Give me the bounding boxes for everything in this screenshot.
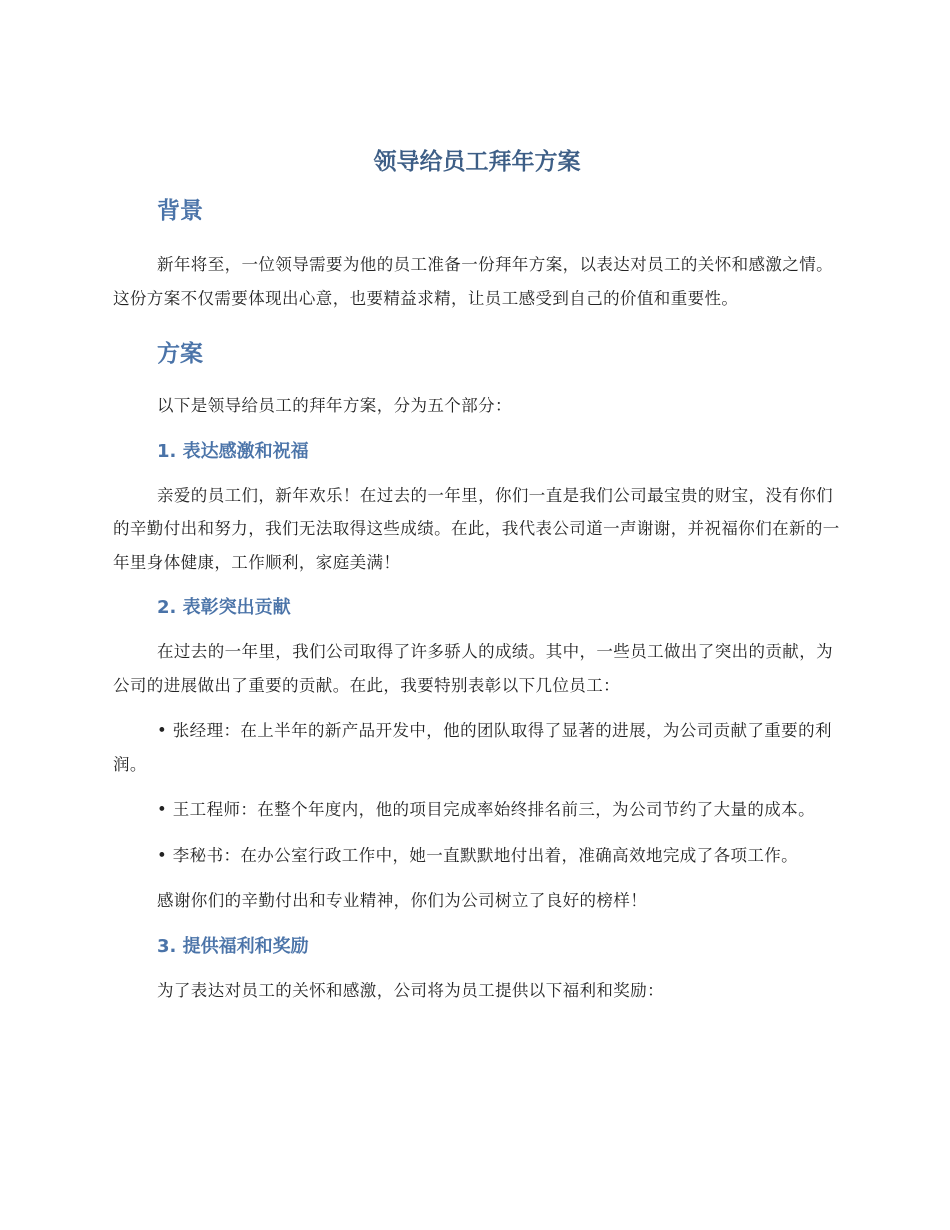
commendation-item-zhang: • 张经理：在上半年的新产品开发中，他的团队取得了显著的进展，为公司贡献了重要的利润。 xyxy=(113,721,832,774)
commendation-item-li: • 李秘书：在办公室行政工作中，她一直默默地付出着，准确高效地完成了各项工作。 xyxy=(157,845,799,865)
commendation-item-wang: • 王工程师：在整个年度内，他的项目完成率始终排名前三，为公司节约了大量的成本。 xyxy=(157,800,815,819)
document-title: 领导给员工拜年方案 xyxy=(373,149,581,175)
subheading-gratitude: 1. 表达感激和祝福 xyxy=(157,440,309,462)
benefits-paragraph: 为了表达对员工的关怀和感激，公司将为员工提供以下福利和奖励： xyxy=(157,980,664,1000)
document-page xyxy=(113,140,841,1007)
section-heading-background: 背景 xyxy=(157,198,203,224)
section-heading-plan: 方案 xyxy=(157,341,203,367)
commendation-paragraph: 在过去的一年里，我们公司取得了许多骄人的成绩。其中，一些员工做出了突出的贡献，为公司的进展做出了重要的贡献。在此，我要特别表彰以下几位员工： xyxy=(113,642,833,695)
subheading-benefits: 3. 提供福利和奖励 xyxy=(157,935,309,957)
plan-intro-paragraph: 以下是领导给员工的拜年方案，分为五个部分： xyxy=(157,396,512,415)
subheading-commendation: 2. 表彰突出贡献 xyxy=(157,597,291,618)
background-paragraph: 新年将至，一位领导需要为他的员工准备一份拜年方案，以表达对员工的关怀和感激之情。这份方案不仅需要体现出心意，也要精益求精，让员工感受到自己的价值和重要性。 xyxy=(113,255,833,308)
gratitude-paragraph: 亲爱的员工们，新年欢乐！在过去的一年里，你们一直是我们公司最宝贵的财宝，没有你们的辛勤付出和努力，我们无法取得这些成绩。在此，我代表公司道一声谢谢，并祝福你们在新的一年里身体健康，工作顺利，家庭美满！ xyxy=(113,485,840,572)
commendation-thanks: 感谢你们的辛勤付出和专业精神，你们为公司树立了良好的榜样！ xyxy=(157,891,648,910)
